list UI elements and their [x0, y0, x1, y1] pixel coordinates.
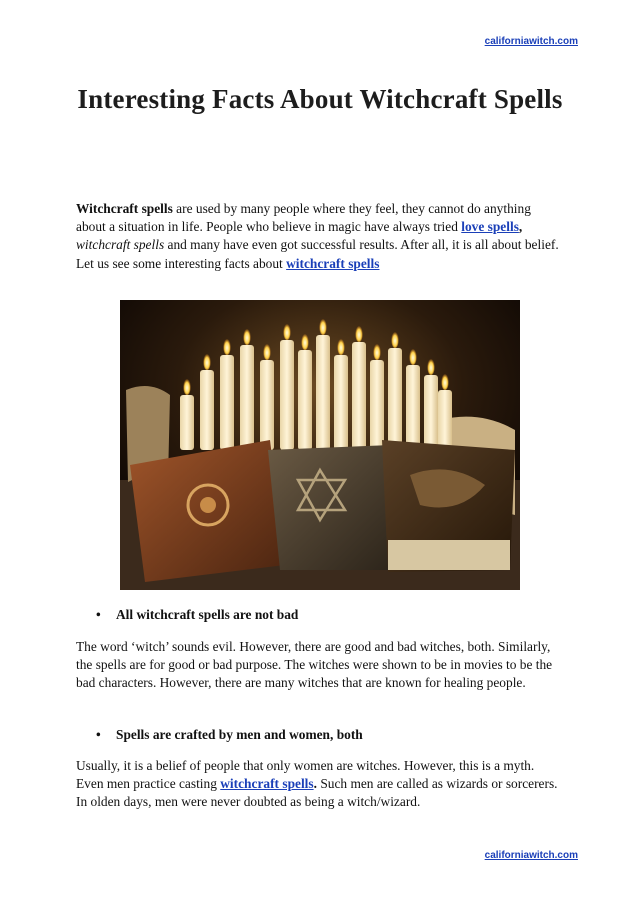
intro-lead-bold: Witchcraft spells	[76, 201, 173, 216]
bullet-marker: •	[96, 607, 101, 622]
paragraph-witch-meaning: The word ‘witch’ sounds evil. However, there are good and bad witches, both. Similarly, the spells are for good or bad purpose. The witches were shown to be in movies to be the bad characters. However, there are many witches that are known for healing people.	[76, 639, 553, 691]
witchcraft-spells-link-2[interactable]: witchcraft spells	[220, 776, 314, 792]
paragraph2-period: .	[313, 776, 317, 792]
candles-and-spellbooks-photo	[120, 300, 520, 590]
intro-text-1: are used by many people where they feel, they cannot do anything about a situation in life. People who believe in magic have always tried	[76, 201, 531, 235]
header-site-link[interactable]: californiawitch.com	[484, 36, 578, 47]
page-title: Interesting Facts About Witchcraft Spells	[77, 84, 563, 114]
intro-paragraph	[76, 200, 562, 273]
footer-site-link[interactable]: californiawitch.com	[484, 850, 578, 861]
bullet-text: Spells are crafted by men and women, both	[116, 727, 363, 742]
paragraph2-text-1: Usually, it is a belief of people that only women are witches. However, this is a myth. Even men practice casting	[76, 758, 535, 792]
paragraph-men-and-women	[76, 757, 562, 812]
bullet-marker: •	[96, 727, 101, 742]
intro-italic: witchcraft spells	[76, 237, 165, 253]
bullet-text: All witchcraft spells are not bad	[116, 607, 299, 622]
love-spells-link[interactable]: love spells	[461, 219, 519, 235]
paragraph2-text-2: Such men are called as wizards or sorcerers. In olden days, men were never doubted as being a witch/wizard.	[76, 776, 558, 810]
witchcraft-spells-link-1[interactable]: witchcraft spells	[286, 255, 380, 271]
intro-comma: ,	[518, 219, 523, 235]
intro-text-2: and many have even got successful results. After all, it is all about belief. Let us see some interesting facts about	[76, 237, 559, 271]
